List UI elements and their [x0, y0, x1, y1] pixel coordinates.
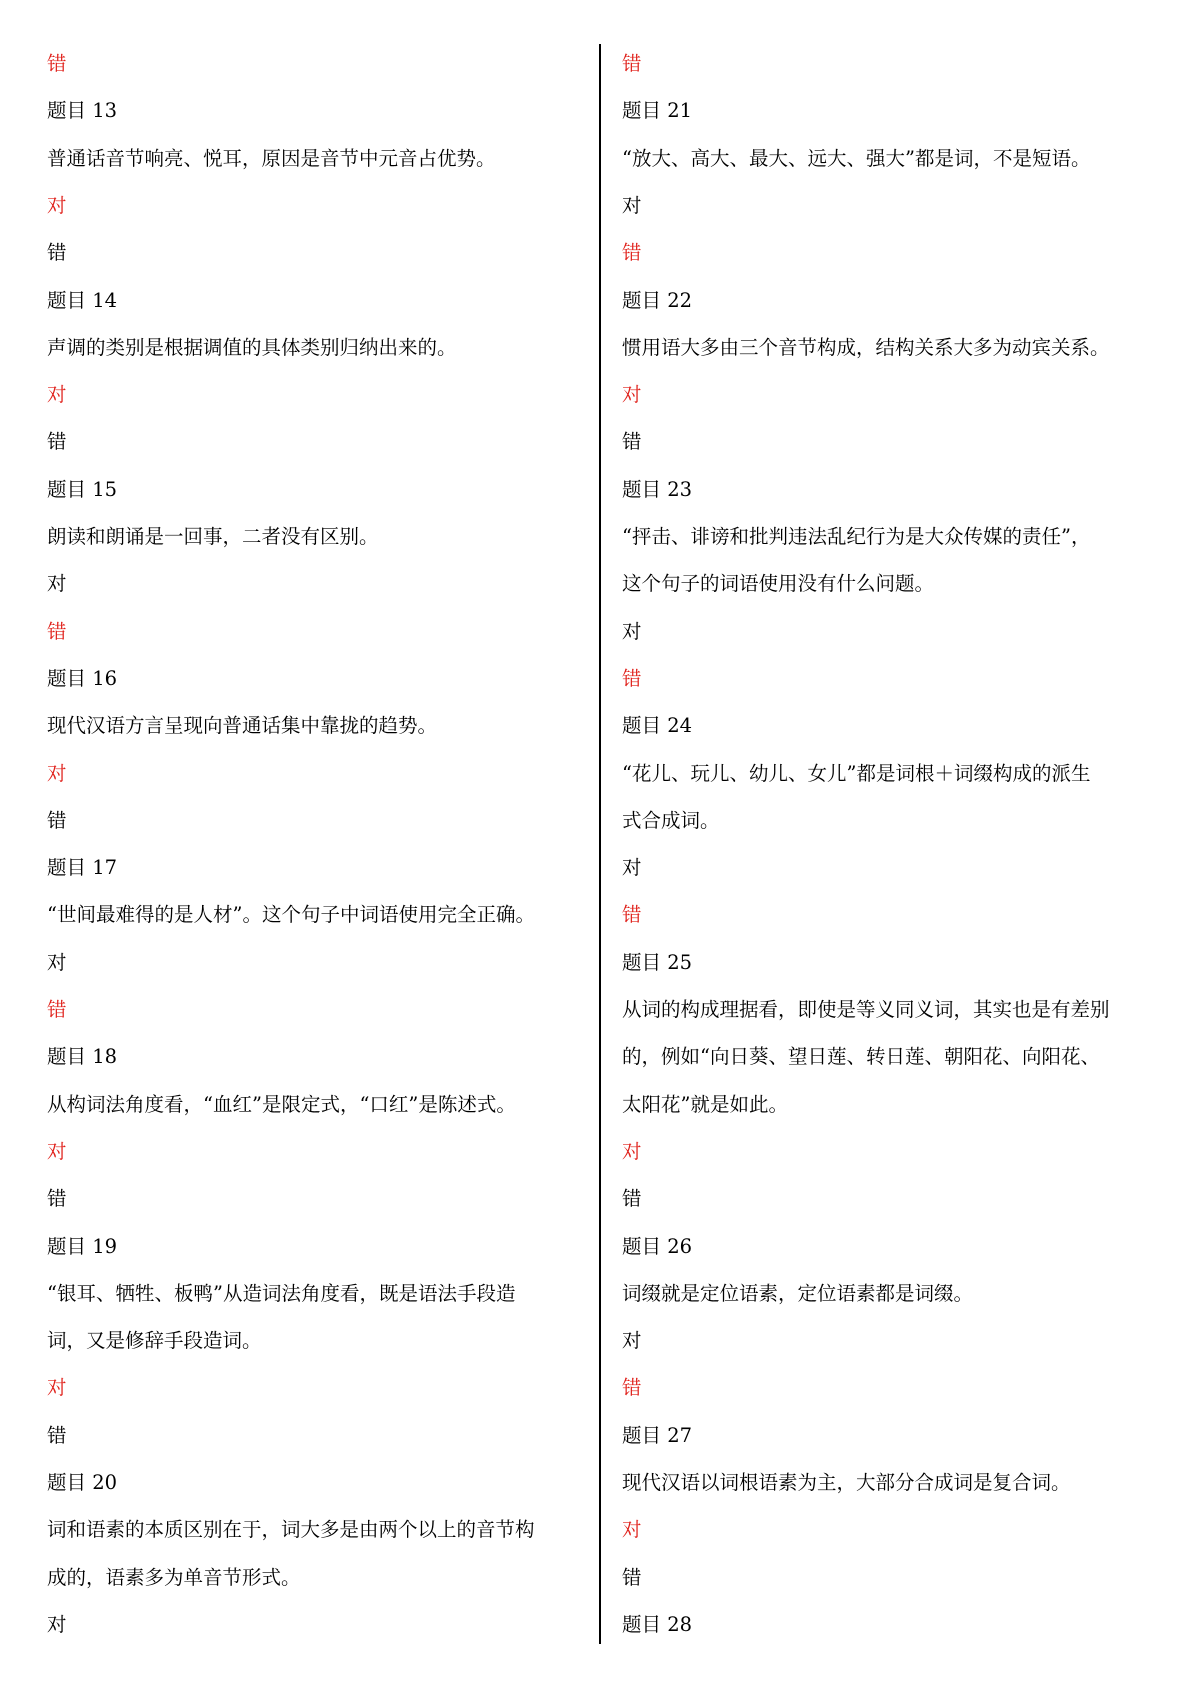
- option-true: 对: [47, 1376, 67, 1400]
- option-false: 错: [47, 1187, 67, 1211]
- option-false: 错: [47, 430, 67, 454]
- option-true: 对: [622, 1139, 642, 1163]
- question-number: 题目 13: [47, 99, 118, 123]
- question-text: 从词的构成理据看，即使是等义同义词，其实也是有差别: [622, 998, 1110, 1021]
- question-text: 普通话音节响亮、悦耳，原因是音节中元音占优势。: [47, 146, 496, 170]
- option-false: 错: [622, 241, 642, 265]
- question-text: 式合成词。: [622, 808, 720, 832]
- question-text: 太阳花”就是如此。: [622, 1092, 788, 1116]
- option-false: 错: [47, 619, 67, 643]
- option-true: 对: [47, 193, 67, 217]
- option-true: 对: [47, 1139, 67, 1163]
- question-number: 题目 28: [622, 1612, 693, 1636]
- option-true: 对: [622, 1329, 642, 1353]
- question-text: 的，例如“向日葵、望日莲、转日莲、朝阳花、向阳花、: [622, 1045, 1100, 1069]
- question-text: “银耳、牺牲、板鸭”从造词法角度看，既是语法手段造: [47, 1281, 516, 1305]
- question-text: 词缀就是定位语素，定位语素都是词缀。: [622, 1281, 974, 1305]
- option-false: 错: [622, 1376, 642, 1400]
- question-number: 题目 20: [47, 1471, 118, 1494]
- question-number: 题目 21: [622, 99, 693, 123]
- option-true: 对: [622, 193, 642, 217]
- option-true: 对: [622, 383, 642, 407]
- option-false: 错: [47, 998, 67, 1021]
- question-number: 题目 16: [47, 666, 118, 690]
- question-number: 题目 19: [47, 1234, 118, 1258]
- question-number: 题目 23: [622, 477, 693, 501]
- question-number: 题目 26: [622, 1234, 693, 1258]
- question-text: 惯用语大多由三个音节构成，结构关系大多为动宾关系。: [622, 335, 1110, 359]
- question-number: 题目 17: [47, 856, 118, 880]
- option-false: 错: [47, 808, 67, 832]
- question-text: 朗读和朗诵是一回事，二者没有区别。: [47, 525, 379, 548]
- option-true: 对: [47, 1612, 67, 1636]
- column-divider: [599, 44, 601, 1644]
- question-text: 这个句子的词语使用没有什么问题。: [622, 572, 935, 596]
- question-text: “放大、高大、最大、远大、强大”都是词，不是短语。: [622, 146, 1091, 170]
- option-true: 对: [47, 383, 67, 407]
- question-number: 题目 24: [622, 714, 693, 738]
- option-false: 错: [47, 1423, 67, 1447]
- question-text: 从构词法角度看，“血红”是限定式，“口红”是陈述式。: [47, 1092, 516, 1116]
- question-text: “抨击、诽谤和批判违法乱纪行为是大众传媒的责任”，: [622, 525, 1091, 548]
- question-text: 现代汉语以词根语素为主，大部分合成词是复合词。: [622, 1471, 1071, 1494]
- question-number: 题目 25: [622, 950, 693, 974]
- question-number: 题目 27: [622, 1423, 693, 1447]
- option-true: 对: [47, 572, 67, 596]
- option-false: 错: [47, 241, 67, 265]
- option-false: 错: [622, 430, 642, 454]
- question-text: 成的，语素多为单音节形式。: [47, 1565, 301, 1589]
- question-text: 现代汉语方言呈现向普通话集中靠拢的趋势。: [47, 714, 438, 738]
- question-text: “世间最难得的是人材”。这个句子中词语使用完全正确。: [47, 903, 535, 927]
- question-text: “花儿、玩儿、幼儿、女儿”都是词根＋词缀构成的派生: [622, 761, 1091, 785]
- option-false: 错: [622, 1187, 642, 1211]
- question-number: 题目 22: [622, 288, 693, 312]
- option-false: 错: [622, 903, 642, 927]
- question-number: 题目 15: [47, 477, 118, 501]
- option-false: 错: [47, 52, 67, 75]
- option-false: 错: [622, 52, 642, 75]
- option-false: 错: [622, 1565, 642, 1589]
- question-number: 题目 14: [47, 288, 118, 312]
- question-text: 声调的类别是根据调值的具体类别归纳出来的。: [47, 335, 457, 359]
- option-false: 错: [622, 666, 642, 690]
- option-true: 对: [47, 761, 67, 785]
- option-true: 对: [622, 1518, 642, 1542]
- option-true: 对: [622, 856, 642, 880]
- option-true: 对: [47, 950, 67, 974]
- option-true: 对: [622, 619, 642, 643]
- question-number: 题目 18: [47, 1045, 118, 1069]
- question-text: 词和语素的本质区别在于，词大多是由两个以上的音节构: [47, 1518, 535, 1542]
- question-text: 词，又是修辞手段造词。: [47, 1329, 262, 1353]
